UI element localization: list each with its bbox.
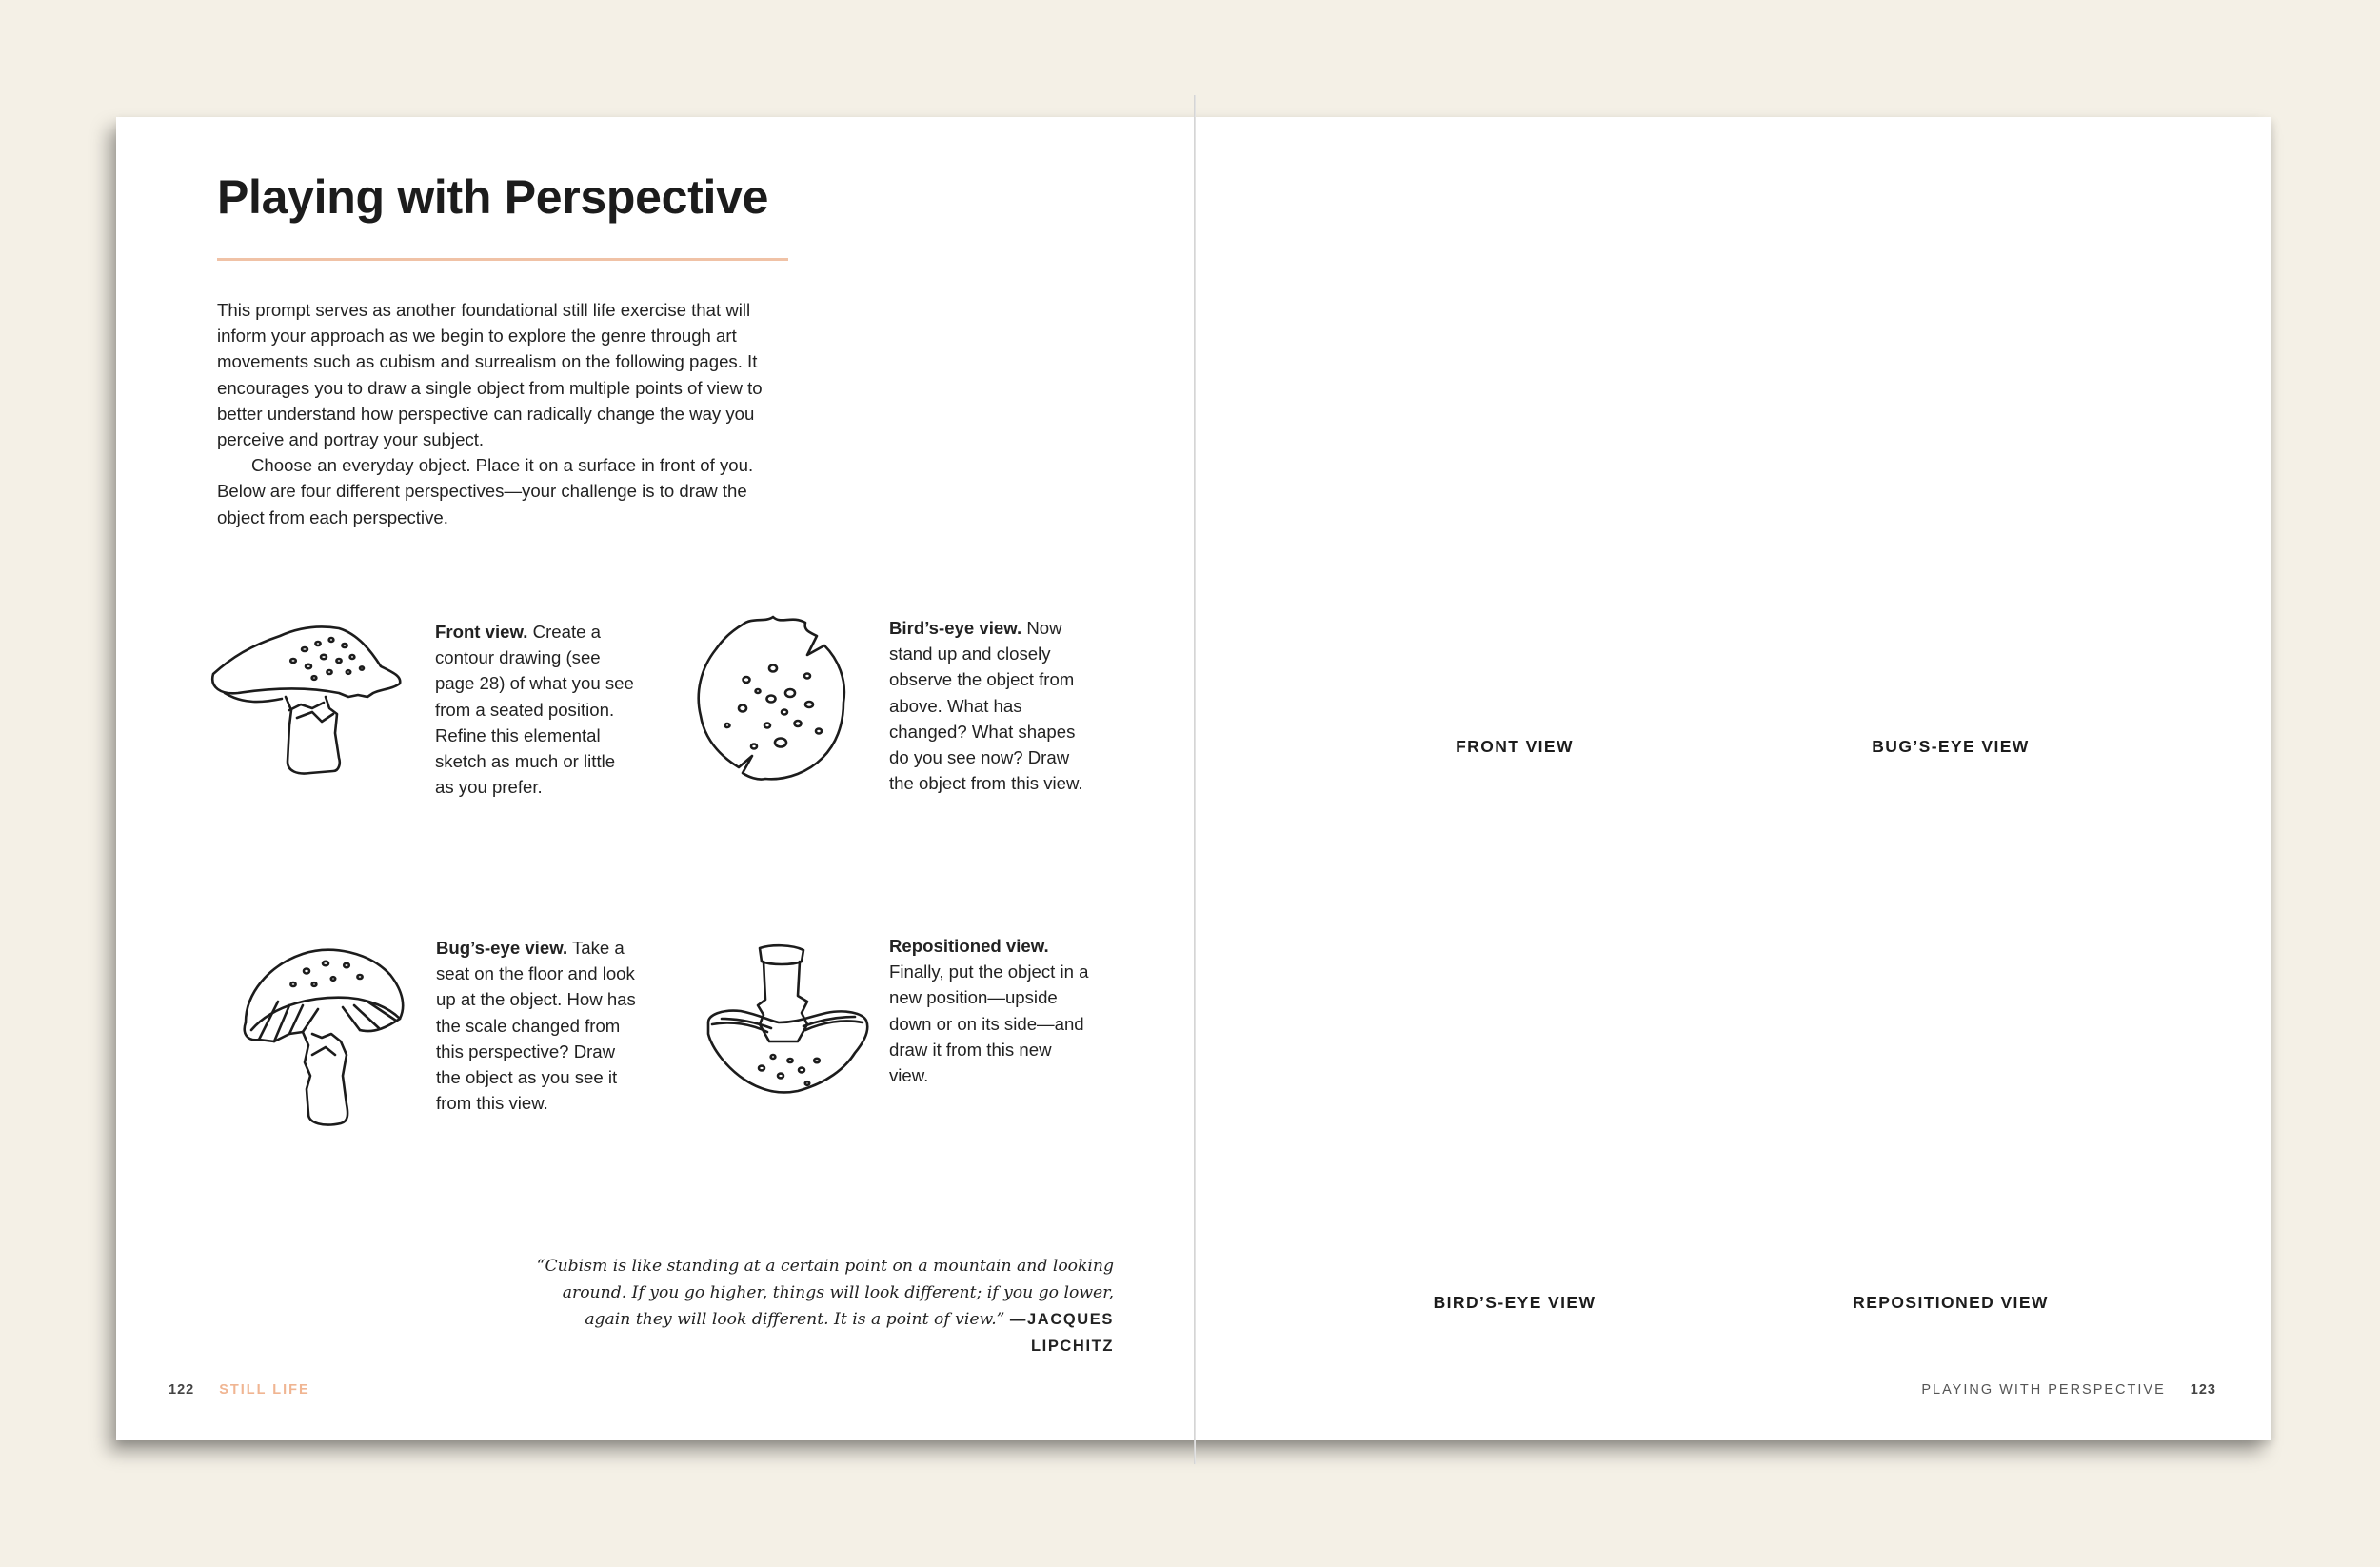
- mushroom-front-view-icon: [206, 619, 407, 781]
- front-view-heading: Front view.: [435, 622, 528, 642]
- repositioned-view-heading: Repositioned view.: [889, 936, 1049, 956]
- bugs-eye-view-text: Take a seat on the floor and look up at the object. How has the scale changed from this perspective? Draw the object as you see it from this view.: [436, 938, 636, 1114]
- label-bugs-eye-view: BUG’S-EYE VIEW: [1872, 737, 2030, 756]
- label-front-view: FRONT VIEW: [1456, 737, 1574, 756]
- quote-attribution: —JACQUES LIPCHITZ: [1009, 1311, 1114, 1355]
- intro-text: [217, 297, 798, 530]
- mushroom-bugs-eye-view-icon: [236, 942, 407, 1133]
- intro-paragraph-2: Choose an everyday object. Place it on a surface in front of you. Below are four different perspectives—your challenge is to draw the object from each perspective.: [217, 455, 754, 527]
- bugs-eye-view-description: [436, 935, 636, 1116]
- mushroom-repositioned-view-icon: [703, 942, 872, 1112]
- label-repositioned-view: REPOSITIONED VIEW: [1853, 1293, 2049, 1312]
- quote-text: “Cubism is like standing at a certain point on a mountain and looking around. If you go higher, things will look different; if you go lower, again they will look different. It is a point of view.”: [536, 1257, 1114, 1329]
- right-footer: [1921, 1382, 2216, 1398]
- front-view-text: Create a contour drawing (see page 28) of what you see from a seated position. Refine this elemental sketch as much or little as you prefer.: [435, 622, 634, 798]
- page-title: Playing with Perspective: [217, 170, 769, 224]
- repositioned-view-text: Finally, put the object in a new position—upside down or on its side—and draw it from this new view.: [889, 962, 1089, 1086]
- page-gutter: [1194, 95, 1196, 1464]
- birds-eye-view-description: [889, 615, 1084, 796]
- right-page-number: 123: [2190, 1382, 2216, 1398]
- bugs-eye-view-heading: Bug’s-eye view.: [436, 938, 568, 958]
- running-head: PLAYING WITH PERSPECTIVE: [1921, 1382, 2166, 1398]
- pull-quote: [514, 1253, 1114, 1359]
- intro-paragraph-1: This prompt serves as another foundational still life exercise that will inform your approach as we begin to explore the genre through art movements such as cubism and surrealism on the following pages. It encourages you to draw a single object from multiple points of view to better understand how perspective can radically change the way you perceive and portray your subject.: [217, 300, 763, 450]
- section-name: STILL LIFE: [219, 1382, 310, 1398]
- label-birds-eye-view: BIRD’S-EYE VIEW: [1433, 1293, 1597, 1312]
- birds-eye-view-text: Now stand up and closely observe the object from above. What has changed? What shapes do you see now? Draw the object from this view.: [889, 618, 1083, 794]
- mushroom-birds-eye-view-icon: [685, 613, 857, 789]
- front-view-description: [435, 619, 635, 800]
- left-page-number: 122: [169, 1382, 195, 1398]
- birds-eye-view-heading: Bird’s-eye view.: [889, 618, 1022, 638]
- title-rule: [217, 258, 788, 261]
- left-footer: [169, 1382, 310, 1398]
- repositioned-view-description: [889, 933, 1089, 1088]
